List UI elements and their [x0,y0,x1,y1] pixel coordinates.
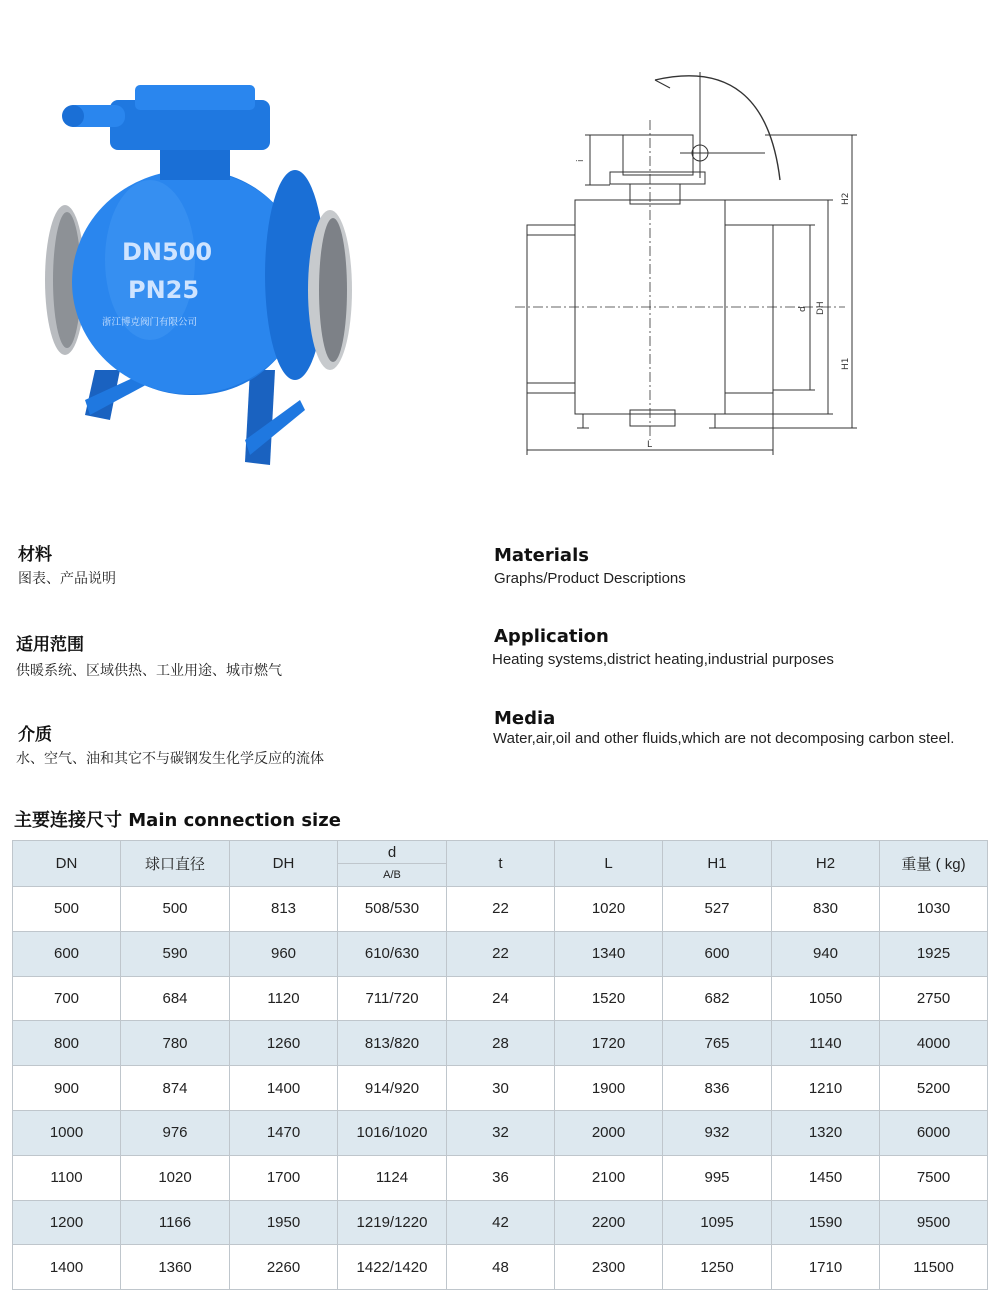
table-cell: 1200 [13,1200,121,1245]
header-dh: DH [230,841,338,887]
cn-materials-title: 材料 [18,545,52,565]
table-cell: 813/820 [338,1021,447,1066]
table-cell: 836 [663,1066,772,1111]
table-cell: 30 [447,1066,555,1111]
table-cell: 508/530 [338,887,447,932]
table-cell: 830 [772,887,880,932]
label-h2: H2 [841,192,851,205]
en-materials-text: Graphs/Product Descriptions [494,570,686,587]
table-cell: 5200 [880,1066,988,1111]
cn-media-title: 介质 [18,725,52,745]
marking-dn: DN500 [122,238,213,266]
table-cell: 2300 [555,1245,663,1290]
table-cell: 1095 [663,1200,772,1245]
table-cell: 1250 [663,1245,772,1290]
table-cell: 36 [447,1155,555,1200]
table-row [13,887,988,932]
table-cell: 32 [447,1110,555,1155]
table-cell: 940 [772,931,880,976]
table-cell: 1219/1220 [338,1200,447,1245]
table-cell: 7500 [880,1155,988,1200]
table-cell: 2260 [230,1245,338,1290]
connection-size-table [12,840,988,1290]
cn-media-text: 水、空气、油和其它不与碳钢发生化学反应的流体 [16,751,324,767]
table-cell: 4000 [880,1021,988,1066]
table-cell: 1000 [13,1110,121,1155]
table-cell: 1016/1020 [338,1110,447,1155]
header-h1: H1 [663,841,772,887]
table-cell: 11500 [880,1245,988,1290]
table-cell: 1450 [772,1155,880,1200]
table-cell: 813 [230,887,338,932]
table-row [13,1110,988,1155]
en-media-text: Water,air,oil and other fluids,which are not decomposing carbon steel. [493,730,955,747]
en-media-title: Media [494,708,556,729]
label-i: i [576,159,586,162]
table-cell: 1700 [230,1155,338,1200]
header-weight: 重量 ( kg) [880,841,988,887]
cn-application-text: 供暖系统、区域供热、工业用途、城市燃气 [16,663,282,679]
table-cell: 500 [13,887,121,932]
label-d: d [798,306,808,312]
header-d-sub: A/B [338,864,447,887]
table-cell: 1320 [772,1110,880,1155]
table-cell: 6000 [880,1110,988,1155]
table-cell: 995 [663,1155,772,1200]
table-cell: 28 [447,1021,555,1066]
table-cell: 1422/1420 [338,1245,447,1290]
table-row [13,1245,988,1290]
table-cell: 1210 [772,1066,880,1111]
marking-maker: 浙江博克阀门有限公司 [102,317,198,328]
table-cell: 874 [121,1066,230,1111]
en-materials-title: Materials [494,545,589,566]
table-cell: 780 [121,1021,230,1066]
table-cell: 1140 [772,1021,880,1066]
table-cell: 1400 [230,1066,338,1111]
header-t: t [447,841,555,887]
header-dn: DN [13,841,121,887]
table-row [13,1066,988,1111]
table-cell: 9500 [880,1200,988,1245]
table-cell: 2100 [555,1155,663,1200]
label-dh: DH [816,301,826,315]
table-cell: 1900 [555,1066,663,1111]
table-cell: 24 [447,976,555,1021]
table-cell: 700 [13,976,121,1021]
table-cell: 1050 [772,976,880,1021]
table-cell: 932 [663,1110,772,1155]
table-cell: 1340 [555,931,663,976]
table-cell: 500 [121,887,230,932]
table-cell: 1166 [121,1200,230,1245]
table-row [13,1200,988,1245]
table-cell: 1720 [555,1021,663,1066]
table-cell: 1020 [555,887,663,932]
table-cell: 2200 [555,1200,663,1245]
table-cell: 1124 [338,1155,447,1200]
table-row [13,1155,988,1200]
en-application-text: Heating systems,district heating,industrial purposes [492,651,834,668]
table-cell: 1950 [230,1200,338,1245]
technical-drawing [505,60,880,465]
table-cell: 711/720 [338,976,447,1021]
table-cell: 684 [121,976,230,1021]
table-cell: 1260 [230,1021,338,1066]
table-cell: 1020 [121,1155,230,1200]
table-cell: 22 [447,887,555,932]
table-cell: 960 [230,931,338,976]
table-row [13,1021,988,1066]
cn-materials-text: 图表、产品说明 [18,571,116,587]
table-cell: 1030 [880,887,988,932]
table-cell: 765 [663,1021,772,1066]
product-photo [40,70,370,470]
table-title: 主要连接尺寸 Main connection size [14,810,341,831]
table-row [13,976,988,1021]
table-cell: 2000 [555,1110,663,1155]
table-cell: 976 [121,1110,230,1155]
table-cell: 1100 [13,1155,121,1200]
label-l: L [647,440,653,450]
table-cell: 1360 [121,1245,230,1290]
cn-application-title: 适用范围 [16,635,84,655]
table-cell: 1120 [230,976,338,1021]
table-cell: 914/920 [338,1066,447,1111]
table-cell: 2750 [880,976,988,1021]
header-l: L [555,841,663,887]
header-h2: H2 [772,841,880,887]
table-cell: 900 [13,1066,121,1111]
table-cell: 1470 [230,1110,338,1155]
header-ball-diameter: 球口直径 [121,841,230,887]
table-cell: 1400 [13,1245,121,1290]
table-cell: 590 [121,931,230,976]
table-row [13,931,988,976]
table-cell: 610/630 [338,931,447,976]
table-cell: 600 [663,931,772,976]
table-cell: 600 [13,931,121,976]
table-cell: 1590 [772,1200,880,1245]
label-h1: H1 [841,357,851,370]
table-cell: 22 [447,931,555,976]
table-cell: 1710 [772,1245,880,1290]
table-cell: 1925 [880,931,988,976]
header-d: d [338,841,447,864]
table-cell: 800 [13,1021,121,1066]
table-cell: 48 [447,1245,555,1290]
table-cell: 527 [663,887,772,932]
en-application-title: Application [494,626,609,647]
table-cell: 682 [663,976,772,1021]
table-cell: 1520 [555,976,663,1021]
marking-pn: PN25 [128,276,200,304]
table-cell: 42 [447,1200,555,1245]
